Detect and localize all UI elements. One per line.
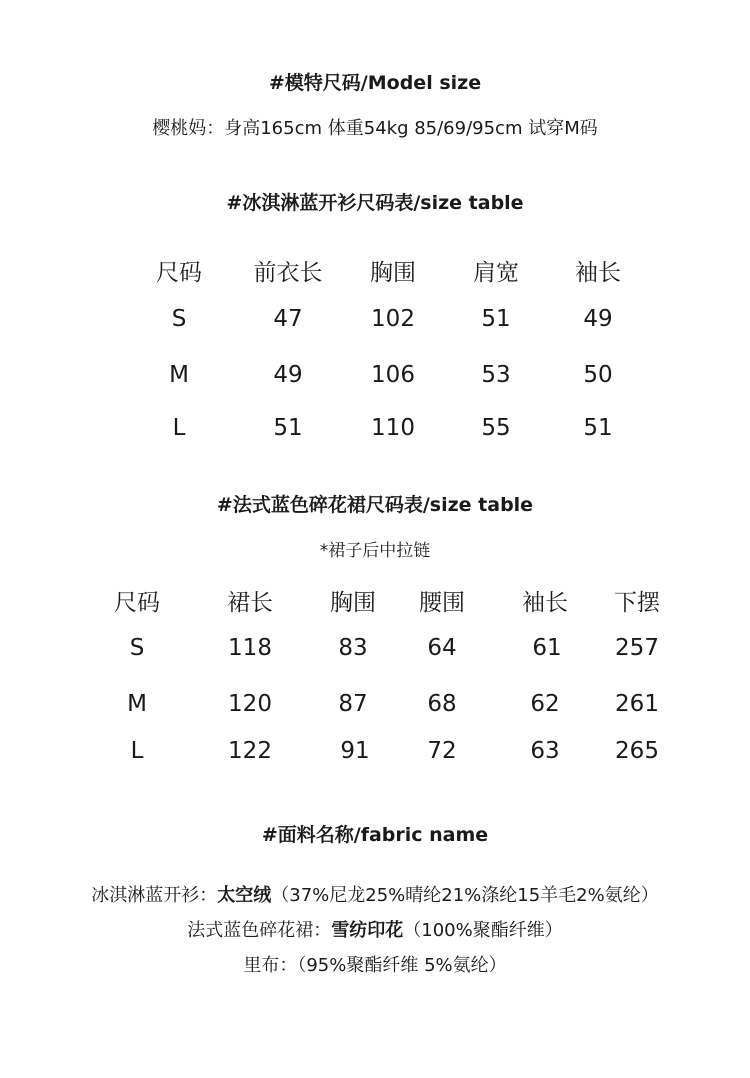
table-cell: 50 <box>583 362 613 388</box>
table-cell: 63 <box>530 738 560 764</box>
table-header-cell: 裙长 <box>227 590 273 616</box>
fabric-composition: （37%尼龙25%晴纶21%涤纶15羊毛2%氨纶） <box>271 885 659 906</box>
fabric-line-cardigan <box>0 881 750 907</box>
dress-header-row <box>0 584 750 624</box>
table-cell: 118 <box>228 635 272 661</box>
table-row <box>0 306 750 346</box>
table-cell: 122 <box>228 738 272 764</box>
table-header-cell: 前衣长 <box>253 260 323 286</box>
table-cell: 91 <box>340 738 370 764</box>
table-cell: 51 <box>273 415 303 441</box>
fabric-material: 太空绒 <box>217 885 272 906</box>
table-header-cell: 胸围 <box>370 260 416 286</box>
table-cell: 120 <box>228 691 272 717</box>
cardigan-header-row <box>0 254 750 294</box>
fabric-material: 雪纺印花 <box>331 920 404 941</box>
table-cell: 110 <box>371 415 415 441</box>
table-cell: 49 <box>273 362 303 388</box>
table-cell: 55 <box>481 415 511 441</box>
table-cell: L <box>130 738 144 764</box>
table-cell: M <box>127 691 147 717</box>
table-header-cell: 袖长 <box>575 260 621 286</box>
table-cell: 61 <box>532 635 562 661</box>
model-size-heading: #模特尺码/Model size <box>268 72 482 94</box>
table-cell: 83 <box>338 635 368 661</box>
table-cell: 68 <box>427 691 457 717</box>
table-cell: 102 <box>371 306 415 332</box>
table-cell: 106 <box>371 362 415 388</box>
table-cell: 72 <box>427 738 457 764</box>
table-cell: L <box>172 415 186 441</box>
table-header-cell: 尺码 <box>114 590 160 616</box>
table-cell: 62 <box>530 691 560 717</box>
dress-table-heading: #法式蓝色碎花裙尺码表/size table <box>216 494 534 516</box>
table-cell: 64 <box>427 635 457 661</box>
table-header-cell: 袖长 <box>522 590 568 616</box>
table-cell: 87 <box>338 691 368 717</box>
table-cell: 51 <box>583 415 613 441</box>
fabric-line-lining <box>0 951 750 977</box>
cardigan-table-heading: #冰淇淋蓝开衫尺码表/size table <box>226 192 524 214</box>
table-row <box>0 362 750 402</box>
table-cell: 49 <box>583 306 613 332</box>
table-header-cell: 胸围 <box>330 590 376 616</box>
fabric-item-label: 冰淇淋蓝开衫： <box>91 885 218 906</box>
table-header-cell: 腰围 <box>419 590 465 616</box>
table-cell: 47 <box>273 306 303 332</box>
table-cell: S <box>129 635 145 661</box>
dress-zipper-note: *裙子后中拉链 <box>319 541 431 561</box>
table-header-cell: 下摆 <box>614 590 660 616</box>
table-row <box>0 635 750 675</box>
table-header-cell: 肩宽 <box>473 260 519 286</box>
table-cell: 51 <box>481 306 511 332</box>
fabric-item-label: 里布： <box>243 955 298 976</box>
table-cell: 261 <box>615 691 659 717</box>
fabric-heading: #面料名称/fabric name <box>261 824 489 846</box>
table-cell: 257 <box>615 635 659 661</box>
fabric-composition: （100%聚酯纤维） <box>403 920 563 941</box>
table-cell: M <box>169 362 189 388</box>
table-cell: S <box>171 306 187 332</box>
table-cell: 265 <box>615 738 659 764</box>
table-row <box>0 415 750 455</box>
table-header-cell: 尺码 <box>156 260 202 286</box>
fabric-item-label: 法式蓝色碎花裙： <box>187 920 332 941</box>
fabric-line-dress <box>0 916 750 942</box>
table-cell: 53 <box>481 362 511 388</box>
model-size-info: 樱桃妈：身高165cm 体重54kg 85/69/95cm 试穿M码 <box>152 118 598 139</box>
table-row <box>0 691 750 731</box>
fabric-composition: （95%聚酯纤维 5%氨纶） <box>297 955 507 976</box>
table-row <box>0 738 750 778</box>
